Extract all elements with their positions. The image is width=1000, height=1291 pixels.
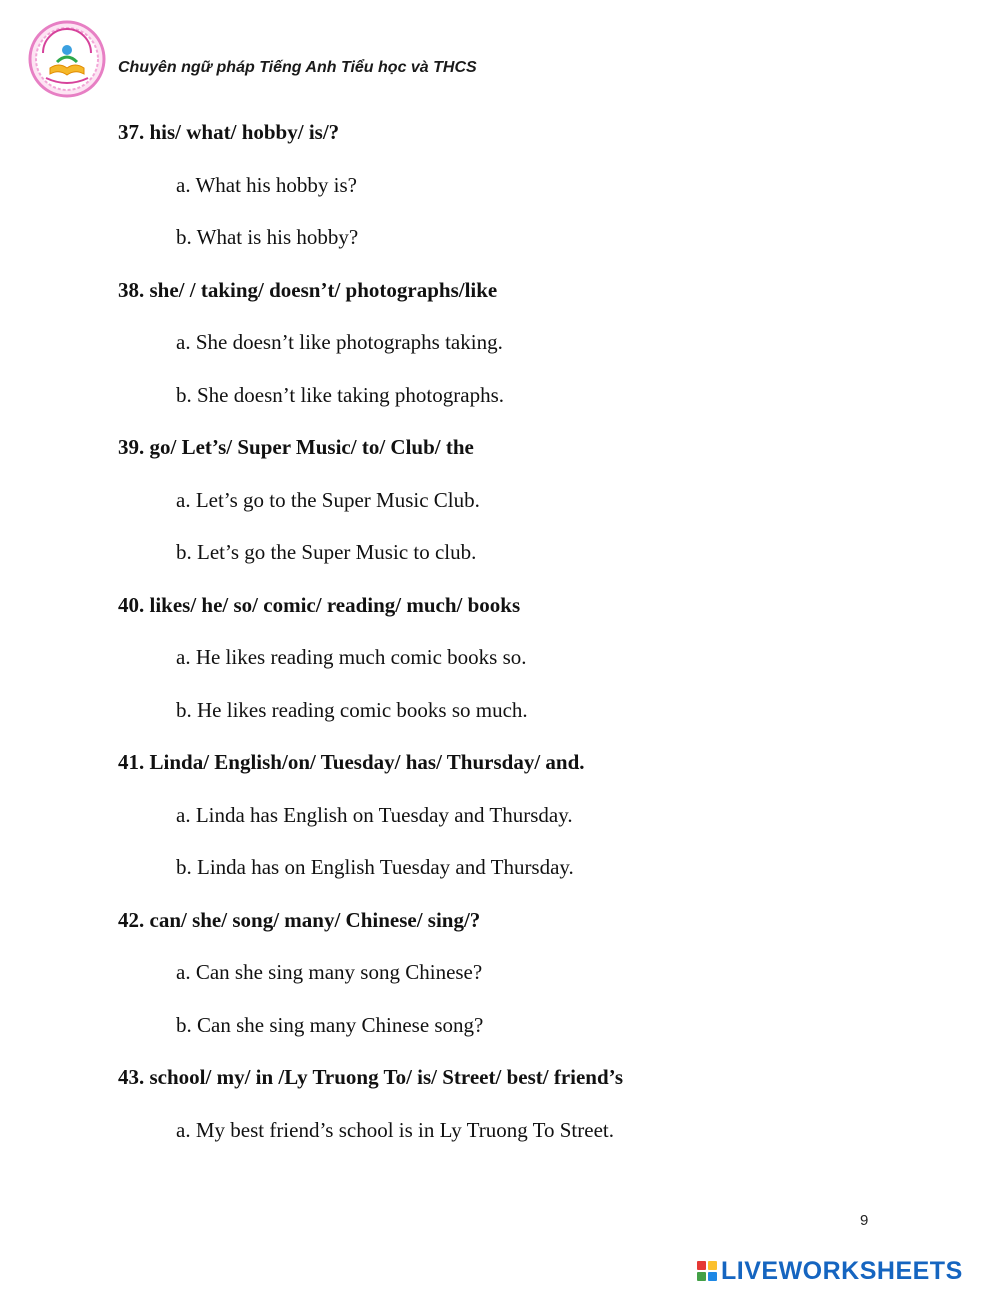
question-stem: 42. can/ she/ song/ many/ Chinese/ sing/? (118, 907, 481, 932)
option-b[interactable]: b. Linda has on English Tuesday and Thursday. (176, 855, 574, 879)
option-b[interactable]: b. She doesn’t like taking photographs. (176, 382, 504, 407)
option-a[interactable]: a. Can she sing many song Chinese? (176, 960, 483, 984)
brand-cube (708, 1272, 717, 1281)
brand-text: LIVEWORKSHEETS (721, 1256, 963, 1285)
option-a[interactable]: a. My best friend’s school is in Ly Truong To Street. (176, 1117, 614, 1142)
brand-cube (708, 1261, 717, 1270)
question-stem: 39. go/ Let’s/ Super Music/ to/ Club/ the (118, 435, 474, 459)
school-emblem-icon (26, 20, 108, 98)
option-b[interactable]: b. What is his hobby? (176, 225, 359, 249)
question-block (118, 117, 978, 275)
option-a[interactable]: a. Linda has English on Tuesday and Thursday. (176, 802, 573, 827)
question-stem: 41. Linda/ English/on/ Tuesday/ has/ Thursday/ and. (118, 750, 585, 774)
option-a[interactable]: a. He likes reading much comic books so. (176, 645, 527, 669)
option-b[interactable]: b. Can she sing many Chinese song? (176, 1012, 484, 1037)
option-b[interactable]: b. He likes reading comic books so much. (176, 697, 528, 722)
question-block (118, 432, 978, 590)
header-title: Chuyên ngữ pháp Tiếng Anh Tiểu học và THCS (118, 59, 477, 76)
question-list (118, 117, 978, 1167)
option-a[interactable]: a. She doesn’t like photographs taking. (176, 330, 503, 354)
question-block (118, 747, 978, 905)
brand-cube (697, 1272, 706, 1281)
question-stem: 37. his/ what/ hobby/ is/? (118, 120, 340, 144)
question-block (118, 590, 978, 748)
question-block (118, 1062, 978, 1167)
question-stem: 38. she/ / taking/ doesn’t/ photographs/like (118, 277, 498, 302)
option-a[interactable]: a. Let’s go to the Super Music Club. (176, 487, 480, 512)
question-stem: 40. likes/ he/ so/ comic/ reading/ much/ books (118, 592, 521, 617)
option-b[interactable]: b. Let’s go the Super Music to club. (176, 540, 477, 564)
brand-cube (697, 1261, 706, 1270)
question-stem: 43. school/ my/ in /Ly Truong To/ is/ Street/ best/ friend’s (118, 1065, 624, 1089)
question-block (118, 905, 978, 1063)
page-number: 9 (860, 1212, 869, 1229)
option-a[interactable]: a. What his hobby is? (176, 172, 358, 197)
question-block (118, 275, 978, 433)
brand-cubes-icon (697, 1261, 717, 1281)
liveworksheets-logo[interactable] (697, 1256, 963, 1286)
